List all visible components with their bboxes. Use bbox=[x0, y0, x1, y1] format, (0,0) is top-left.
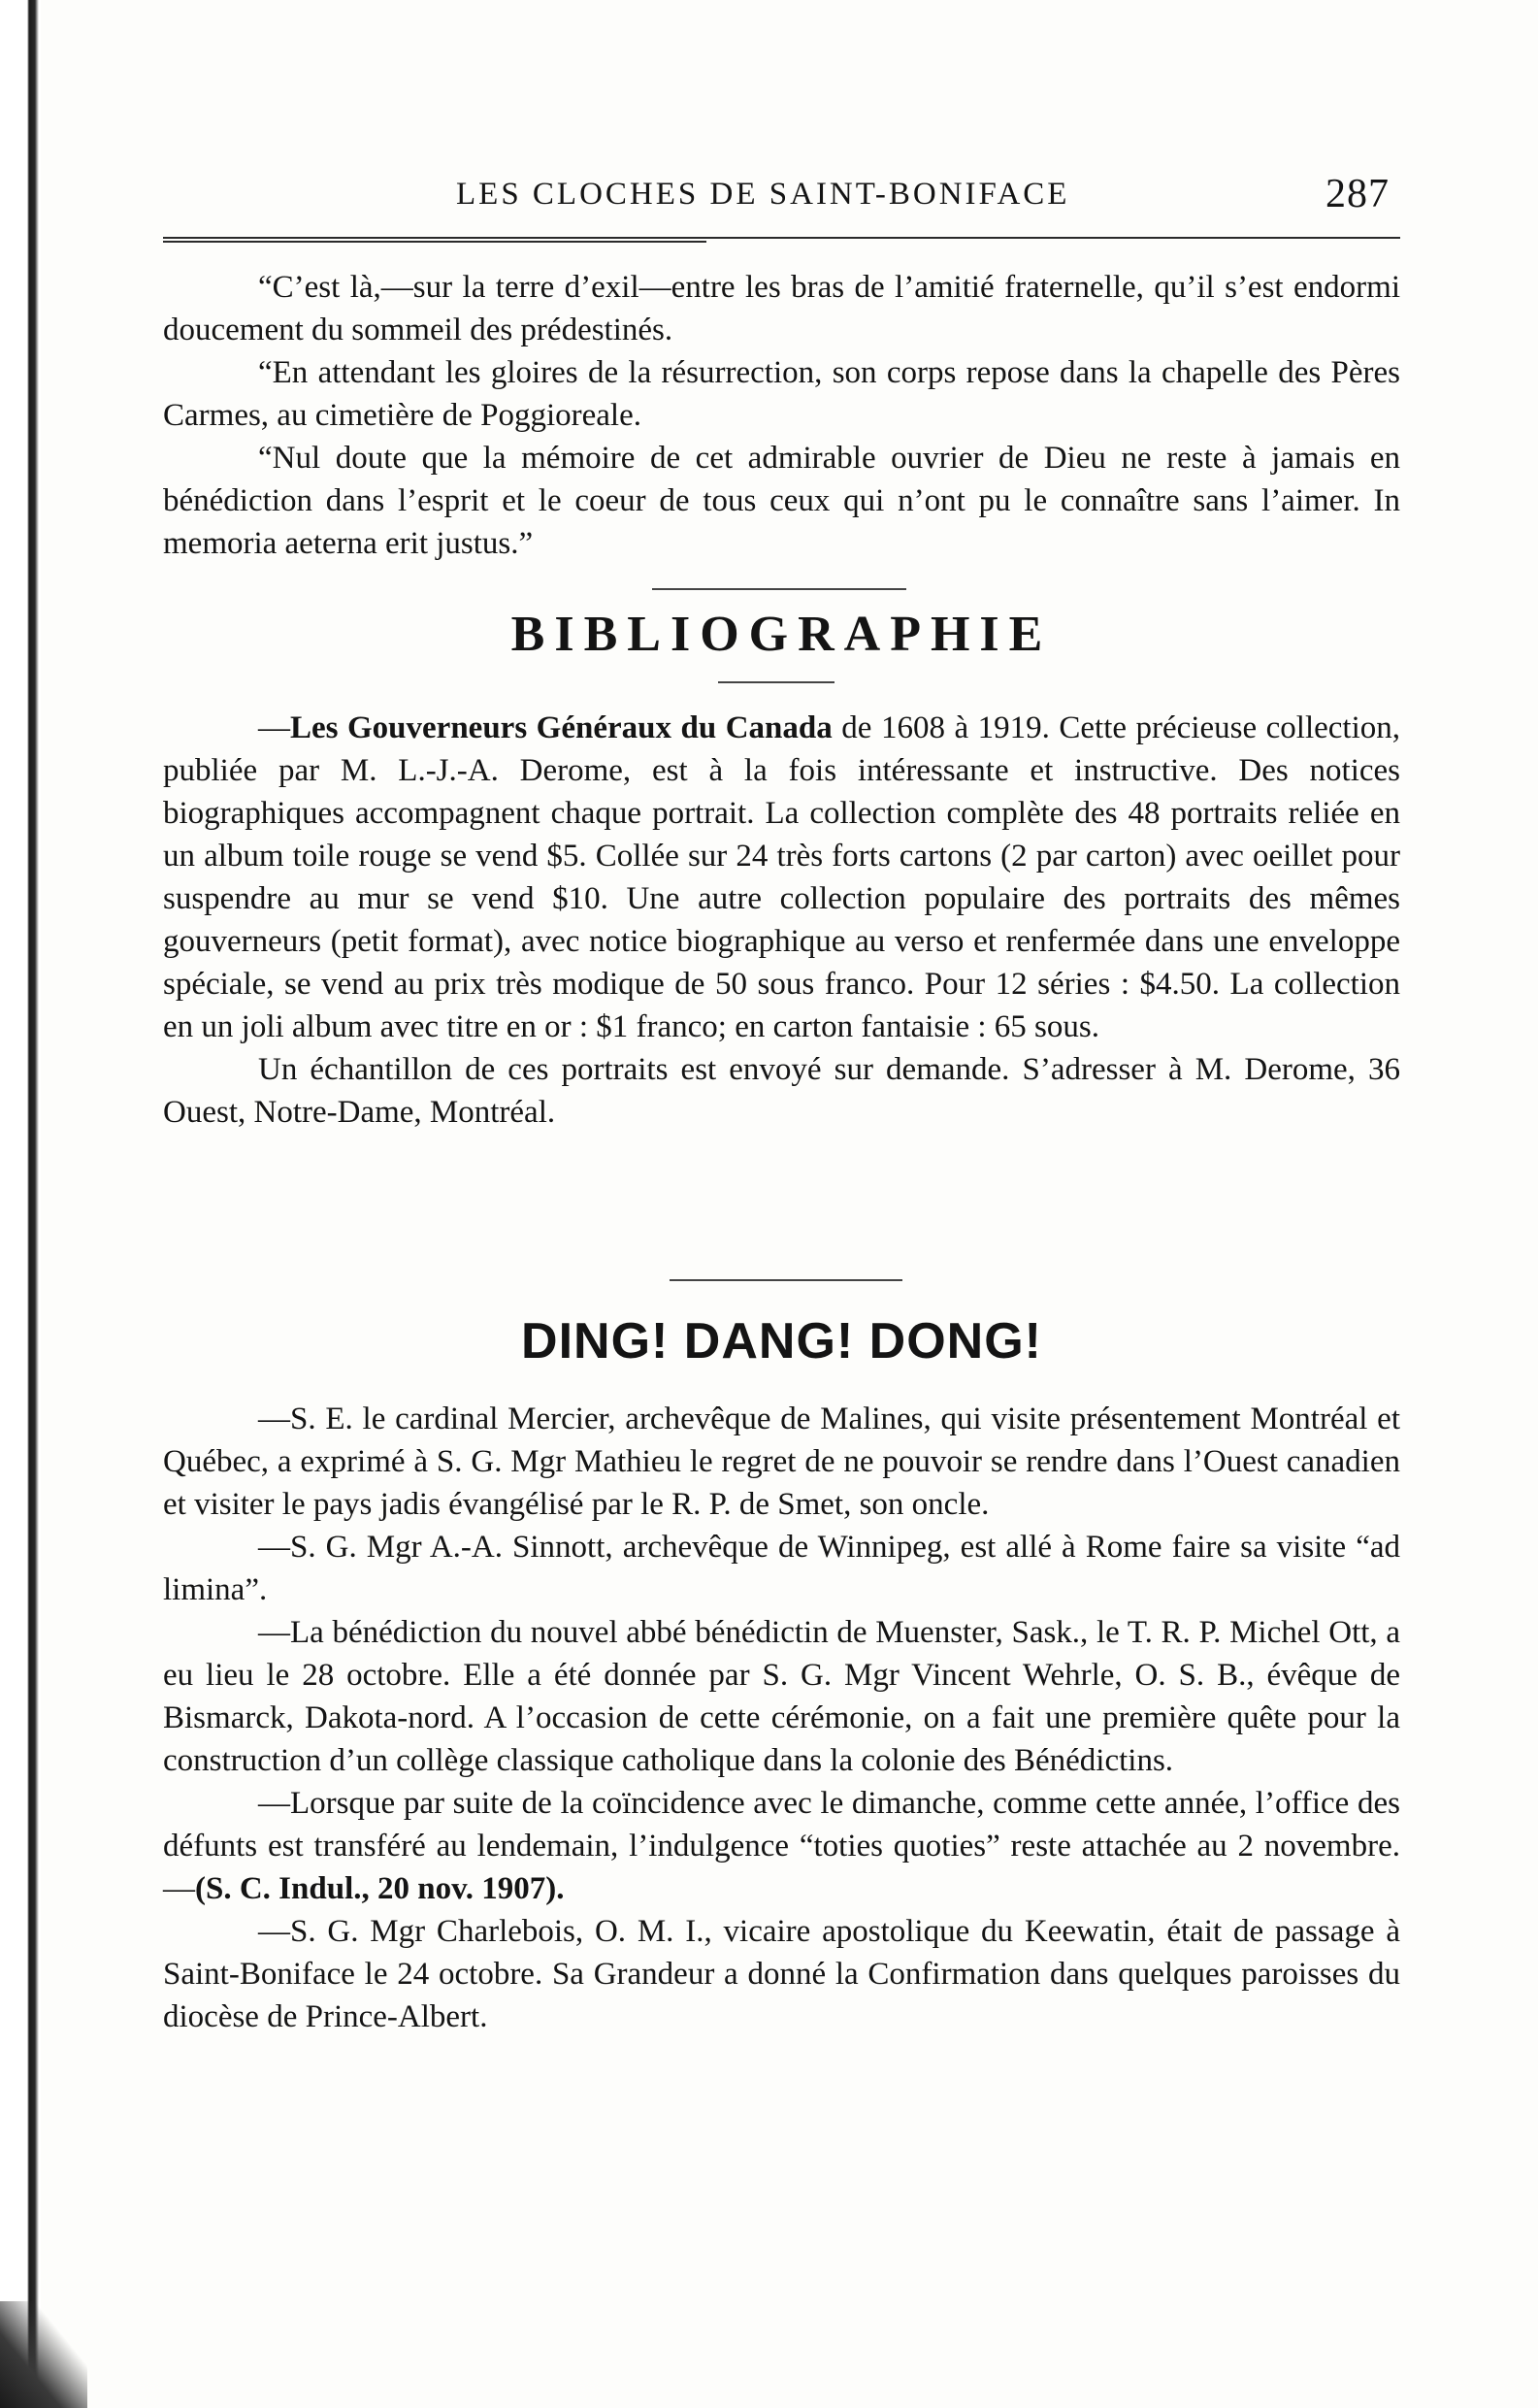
book-title: Les Gouverneurs Généraux du Canada bbox=[290, 710, 833, 745]
binding-edge bbox=[0, 0, 41, 2408]
running-title: LES CLOCHES DE SAINT-BONIFACE bbox=[456, 177, 1070, 212]
news-item: —La bénédiction du nouvel abbé bénédictin de Muenster, Sask., le T. R. P. Michel Ott, a eu lieu le 28 octobre. Elle a été donnée par S. G. Mgr Vincent Wehrle, O. S. B., évêque de Bismarck, Dakota-nord. A l’occasion de cette cérémonie, on a fait une première quête pour la construction d’un collège classique catholique dans la colonie des Bénédictins. bbox=[163, 1615, 1400, 1778]
running-head bbox=[456, 171, 1417, 219]
bibliographie-block bbox=[163, 707, 1400, 1134]
section-divider bbox=[652, 588, 906, 590]
news-item: —S. G. Mgr A.-A. Sinnott, archevêque de Winnipeg, est allé à Rome faire sa visite “ad limina”. bbox=[163, 1530, 1400, 1607]
heading-underline bbox=[718, 681, 834, 683]
news-item: —S. E. le cardinal Mercier, archevêque de Malines, qui visite présentement Montréal et Québec, a exprimé à S. G. Mgr Mathieu le regret de ne pouvoir se rendre dans l’Ouest canadien et visiter le pays jadis évangélisé par le R. P. de Smet, son oncle. bbox=[163, 1402, 1400, 1522]
section-heading-bibliographie: BIBLIOGRAPHIE bbox=[510, 607, 1053, 662]
news-reference: (S. C. Indul., 20 nov. 1907). bbox=[195, 1871, 565, 1906]
bibliographie-text: de 1608 à 1919. Cette précieuse collection, publiée par M. L.-J.-A. Derome, est à la fois intéressante et instructive. Des notices biographiques accompagnent chaque portrait. La collection complète des 48 portraits reliée en un album toile rouge se vend $5. Collée sur 24 très forts cartons (2 par carton) avec oeillet pour suspendre au mur se vend $10. Une autre collection populaire des portraits des mêmes gouverneurs (petit format), avec notice biographique au verso et renfermée dans une enveloppe spéciale, se vend au prix très modique de 50 sous franco. Pour 12 séries : $4.50. La collection en un joli album avec titre en or : $1 franco; en carton fantaisie : 65 sous. bbox=[163, 710, 1401, 1044]
bibliographie-paragraph: Un échantillon de ces portraits est envoyé sur demande. S’adresser à M. Derome, 36 Ouest, Notre-Dame, Montréal. bbox=[163, 1052, 1400, 1130]
bibliographie-paragraph bbox=[163, 707, 1400, 1048]
quote-paragraph: “C’est là,—sur la terre d’exil—entre les bras de l’amitié fraternelle, qu’il s’est endormi doucement du sommeil des prédestinés. bbox=[163, 270, 1400, 347]
news-item bbox=[163, 1782, 1400, 1910]
news-item: —S. G. Mgr Charlebois, O. M. I., vicaire apostolique du Keewatin, était de passage à Saint-Boniface le 24 octobre. Sa Grandeur a donné la Confirmation dans quelques paroisses du diocèse de Prince-Albert. bbox=[163, 1914, 1400, 2034]
news-text: —Lorsque par suite de la coïncidence avec le dimanche, comme cette année, l’office des défunts est transféré au lendemain, l’indulgence “toties quoties” reste attachée au 2 novembre.— bbox=[163, 1786, 1400, 1906]
section-heading-ding-dang-dong: DING! DANG! DONG! bbox=[521, 1313, 1042, 1369]
header-rule bbox=[163, 237, 1400, 239]
quote-paragraph: “Nul doute que la mémoire de cet admirable ouvrier de Dieu ne reste à jamais en bénédiction dans l’esprit et le coeur de tous ceux qui n’ont pu le connaître sans l’aimer. In memoria aeterna erit justus.” bbox=[163, 441, 1400, 561]
section-divider bbox=[670, 1279, 902, 1281]
quote-paragraph: “En attendant les gloires de la résurrection, son corps repose dans la chapelle des Pères Carmes, au cimetière de Poggioreale. bbox=[163, 355, 1400, 433]
binding-shadow bbox=[0, 2301, 87, 2408]
lead-dash: — bbox=[258, 710, 290, 745]
page-number: 287 bbox=[1325, 172, 1390, 216]
news-block bbox=[163, 1398, 1400, 2038]
quote-block bbox=[163, 266, 1400, 565]
